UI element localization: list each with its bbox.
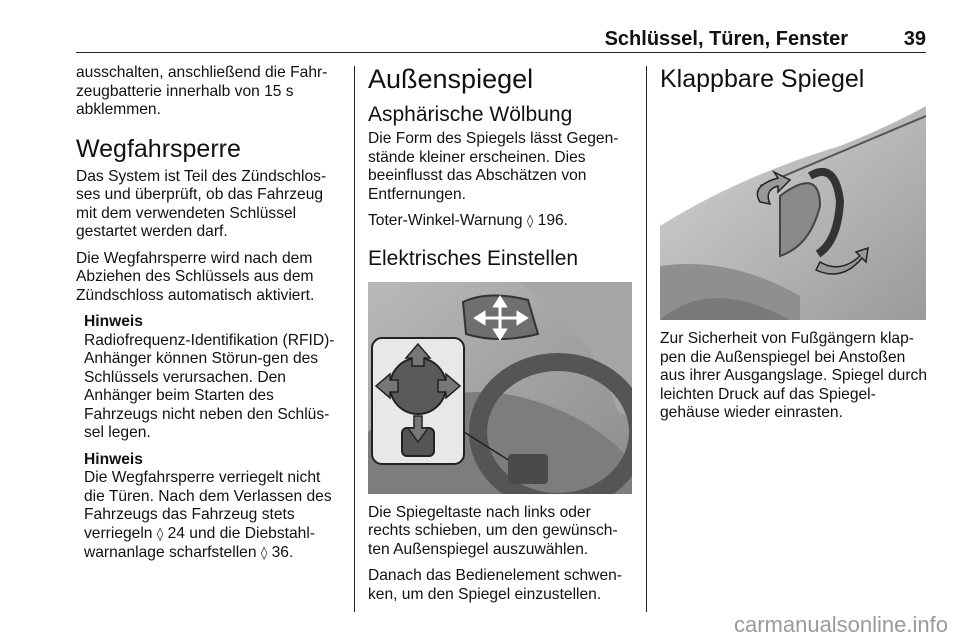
watermark: carmanualsonline.info <box>733 612 948 637</box>
page-ref-24[interactable]: 24 <box>167 524 185 542</box>
column-2 <box>368 64 634 612</box>
note-2 <box>84 451 342 564</box>
page-ref-arrow-icon: ◊ <box>526 214 534 229</box>
page-number: 39 <box>903 28 926 50</box>
page-ref-arrow-icon: ◊ <box>260 546 268 561</box>
aspheric-paragraph: Die Form des Spiegels lässt Gegen-stände kleiner erscheinen. Dies beeinflusst das Abschätzen von Entfernungen. <box>368 130 619 203</box>
column-3 <box>660 64 928 431</box>
note-2-text-b: und die Diebstahl-warnanlage scharfstellen <box>84 524 315 561</box>
immobilizer-paragraph-2: Die Wegfahrsperre wird nach dem Abziehen des Schlüssels aus dem Zündschloss automatisch aktiviert. <box>76 249 315 304</box>
page-header <box>76 28 926 54</box>
blind-spot-text: Toter-Winkel-Warnung <box>368 212 527 229</box>
subheading-aspheric: Asphärische Wölbung <box>368 103 573 126</box>
chapter-title: Schlüssel, Türen, Fenster <box>604 28 848 50</box>
column-divider-2 <box>646 66 647 612</box>
section-heading-mirrors: Außenspiegel <box>368 64 534 94</box>
blind-spot-paragraph <box>368 212 634 232</box>
section-heading-folding-mirrors: Klappbare Spiegel <box>660 65 865 93</box>
column-divider-1 <box>354 66 355 612</box>
page-ref-36[interactable]: 36. <box>271 544 294 561</box>
note-2-text-a: Die Wegfahrsperre verriegelt nicht die Türen. Nach dem Verlassen des Fahrzeugs das Fahrzeug stets verriegeln <box>84 469 332 542</box>
note-2-text <box>84 469 342 564</box>
page-ref-196[interactable]: 196. <box>537 212 569 229</box>
page-ref-arrow-icon: ◊ <box>156 526 164 542</box>
note-1 <box>84 313 342 443</box>
folding-mirror-illustration <box>660 106 926 320</box>
note-1-text: Radiofrequenz-Identifikation (RFID)-Anhänger können Störun-gen des Schlüssels verursachen. Den Anhänger beim Starten des Fahrzeugs nicht neben den Schlüs-sel legen. <box>84 331 335 441</box>
folding-mirrors-paragraph: Zur Sicherheit von Fußgängern klap-pen die Außenspiegel bei Anstoßen aus ihrer Ausgangslage. Spiegel durch leichten Druck auf das Spiegel-gehäuse wieder einrasten. <box>660 330 928 421</box>
header-rule <box>76 52 926 53</box>
electric-adjust-paragraph-2: Danach das Bedienelement schwen-ken, um den Spiegel einzustellen. <box>368 567 622 603</box>
intro-paragraph: ausschalten, anschließend die Fahr-zeugbatterie innerhalb von 15 s abklemmen. <box>76 64 328 118</box>
electric-adjust-paragraph-1: Die Spiegeltaste nach links oder rechts schieben, um den gewünsch-ten Außenspiegel auszuwählen. <box>368 503 618 558</box>
mirror-control-illustration <box>368 282 632 494</box>
column-1 <box>76 64 342 572</box>
note-1-title: Hinweis <box>84 313 143 330</box>
subheading-electric-adjust: Elektrisches Einstellen <box>368 246 579 270</box>
immobilizer-paragraph-1: Das System ist Teil des Zündschlos-ses und überprüft, ob das Fahrzeug mit dem verwendeten Schlüssel gestartet werden darf. <box>76 167 327 240</box>
note-2-title: Hinweis <box>84 450 143 468</box>
section-heading-immobilizer: Wegfahrsperre <box>76 134 241 163</box>
